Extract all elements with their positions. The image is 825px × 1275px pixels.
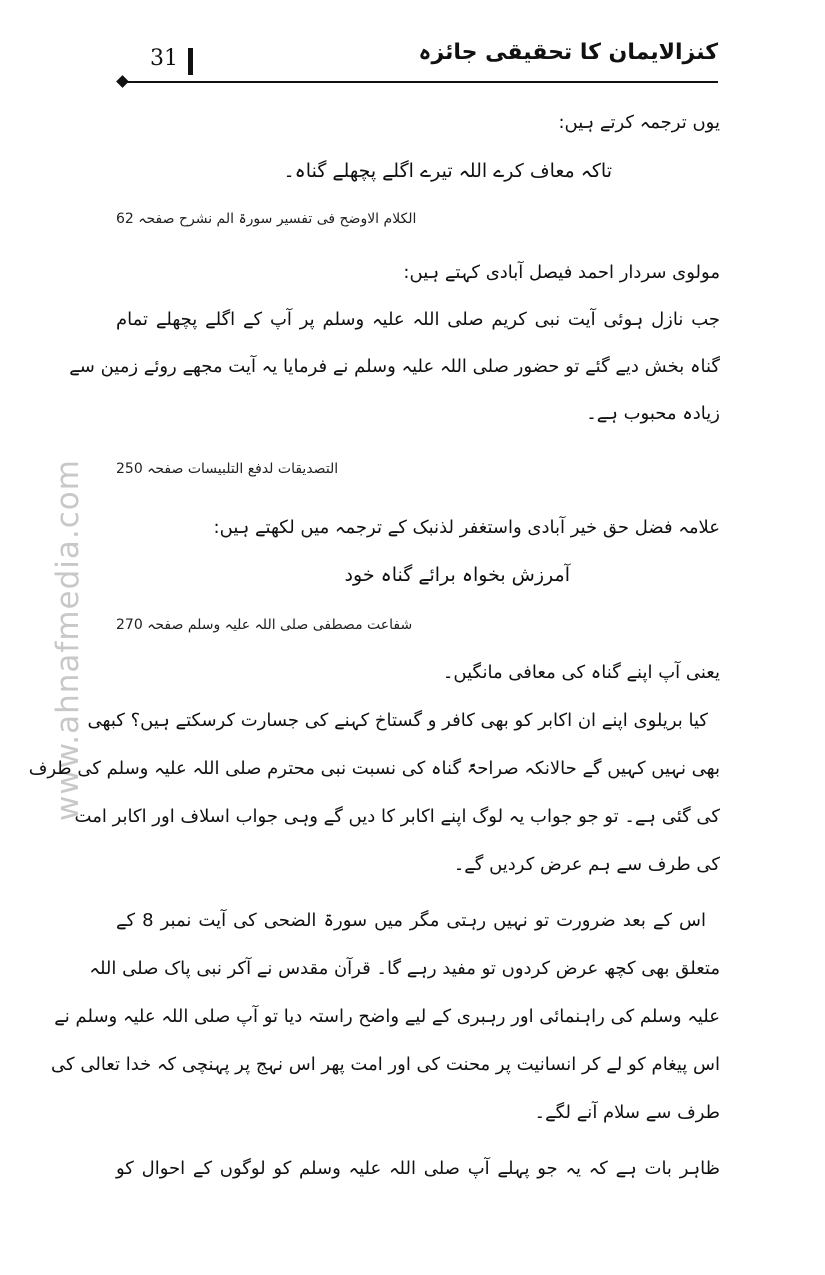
text-line: مولوی سردار احمد فیصل آبادی کہتے ہیں: [403,262,720,283]
text-line: اس پیغام کو لے کر انسانیت پر محنت کی اور امت پھر اس نہج پر پہنچی کہ خدا تعالی کی [51,1054,720,1075]
text-line: کی گئی ہے۔ تو جو جواب یہ لوگ اپنے اکابر کا دیں گے وہی جواب اسلاف اور اکابر امت [74,806,720,827]
page-number-bar [188,48,193,75]
text-line: زیادہ محبوب ہے۔ [586,403,720,424]
text-line: کی طرف سے ہم عرض کردیں گے۔ [453,854,720,875]
book-title: کنزالایمان کا تحقیقی جائزہ [418,40,718,65]
reference-citation: شفاعت مصطفی صلی اللہ علیہ وسلم صفحہ 270 [116,617,413,633]
text-line: یعنی آپ اپنے گناہ کی معافی مانگیں۔ [442,662,720,683]
reference-citation: الکلام الاوضح فی تفسیر سورۃ الم نشرح صفحہ 62 [116,211,417,227]
page-header [118,40,718,100]
text-line: یوں ترجمہ کرتے ہیں: [558,112,720,133]
text-line: علیہ وسلم کی راہنمائی اور رہبری کے لیے واضح راستہ دیا تو آپ صلی اللہ علیہ وسلم نے [54,1006,720,1027]
text-line: اس کے بعد ضرورت تو نہیں رہتی مگر میں سورۃ الضحی کی آیت نمبر 8 کے [116,910,706,931]
website-watermark: www.ahnafmedia.com [50,459,86,821]
quoted-translation: آمرزش بخواہ برائے گناہ خود [344,564,570,586]
text-line: کیا بریلوی اپنے ان اکابر کو بھی کافر و گستاخ کہنے کی جسارت کرسکتے ہیں؟ کبھی [87,710,708,731]
reference-citation: التصدیقات لدفع التلبیسات صفحہ 250 [116,461,339,477]
text-line: علامہ فضل حق خیر آبادی واستغفر لذنبک کے ترجمہ میں لکھتے ہیں: [213,517,720,538]
text-line: گناہ بخش دیے گئے تو حضور صلی اللہ علیہ وسلم نے فرمایا یہ آیت مجھے روئے زمین سے [69,356,720,377]
text-line: بھی نہیں کہیں گے حالانکہ صراحۃً گناہ کی نسبت نبی محترم صلی اللہ علیہ وسلم کی طرف [28,758,720,779]
text-line: ظاہر بات ہے کہ یہ جو پہلے آپ صلی اللہ علیہ وسلم کو لوگوں کے احوال کو [116,1158,720,1179]
quoted-translation: تاکہ معاف کرے اللہ تیرے اگلے پچھلے گناہ۔ [283,160,612,182]
text-line: متعلق بھی کچھ عرض کردوں تو مفید رہے گا۔ قرآن مقدس نے آکر نبی پاک صلی اللہ [89,958,720,979]
text-line: طرف سے سلام آنے لگے۔ [534,1102,720,1123]
header-rule [124,81,718,83]
text-line: جب نازل ہوئی آیت نبی کریم صلی اللہ علیہ وسلم پر آپ کے اگلے پچھلے تمام [116,309,720,330]
page-number: 31 [150,46,178,71]
